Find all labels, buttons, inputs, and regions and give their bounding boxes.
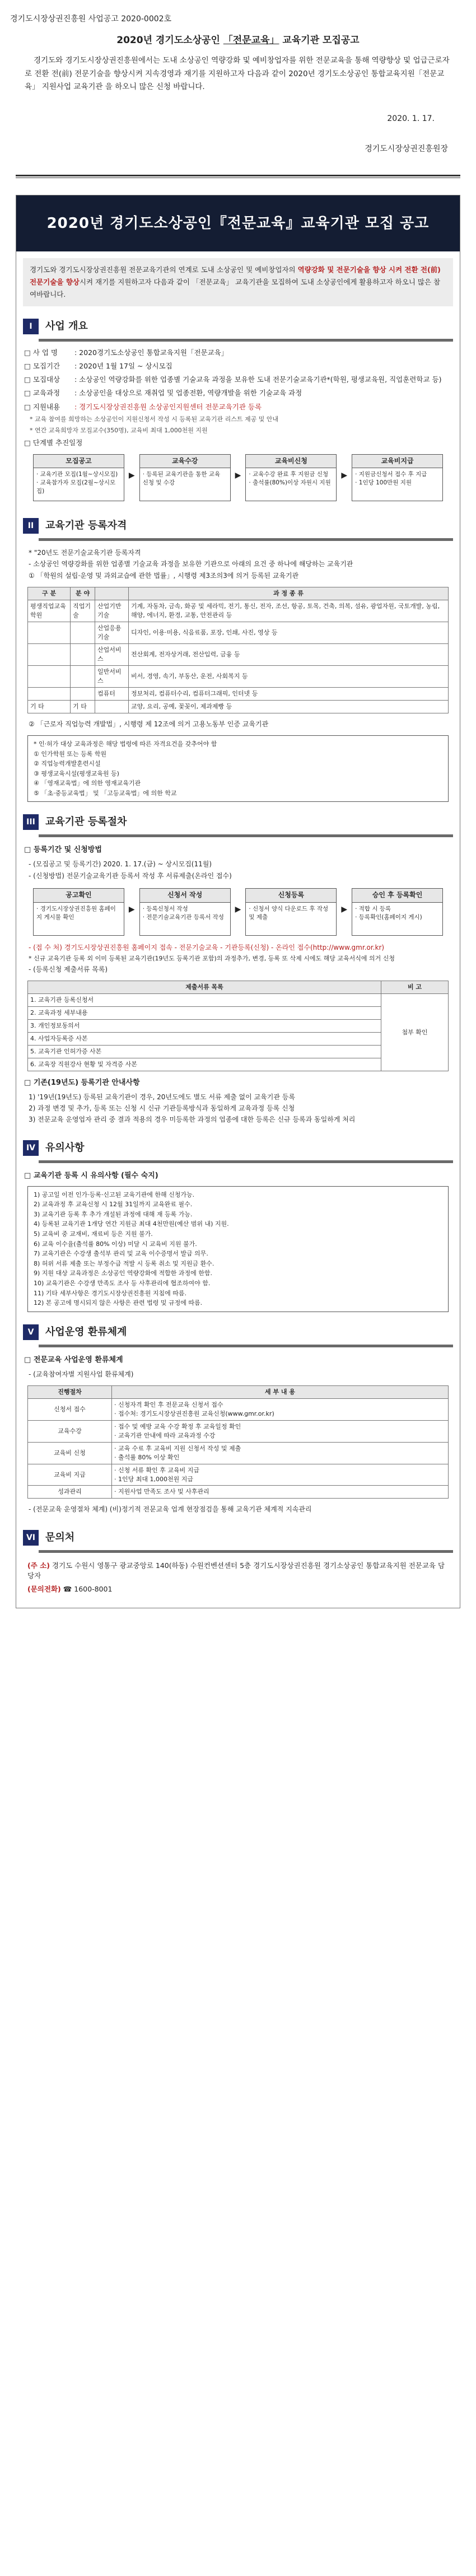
table-cell	[28, 687, 71, 700]
table-row	[28, 687, 449, 700]
table-cell: 산업응용기술	[95, 622, 129, 644]
cautions-box	[27, 1186, 449, 1312]
table-cell: 3. 개인정보동의서	[28, 1020, 381, 1033]
table-cell: · 신청자격 확인 후 전문교육 신청서 접수 · 접수처: 경기도시장상권진흥원 교육신청(www.gmr.or.kr)	[112, 1398, 449, 1420]
section-2-title: 교육기관 등록자격	[45, 520, 127, 531]
procedure-flow	[16, 884, 460, 940]
section-3-head	[23, 814, 453, 830]
caution-item: 10) 교육기관은 수강생 만족도 조사 등 사후관리에 협조하여야 함.	[34, 1279, 211, 1287]
flow-step	[352, 454, 443, 501]
table-cell	[28, 665, 71, 687]
divider-thick	[16, 175, 460, 176]
table-header-cell: 세 부 내 용	[112, 1386, 449, 1399]
table-cell: 산업기반기술	[95, 600, 129, 622]
feedback-heading: □ 전문교육 사업운영 환류체계	[16, 1352, 460, 1367]
table-header-cell: 비 고	[381, 981, 449, 994]
notice-date: 2020. 1. 17.	[387, 114, 435, 123]
overview-key: □ 지원내용	[24, 402, 74, 412]
caution-item: 2) 교육과정 후 교육신청 시 12월 31일까지 교육완료 필수.	[34, 1201, 193, 1208]
flow-label-row	[16, 436, 460, 450]
table-cell: 교육비 신청	[28, 1442, 112, 1464]
flow-step-body: · 경기도시장상권진흥원 홈페이지 게시물 확인	[36, 905, 116, 921]
flow-step	[352, 888, 443, 935]
table-cell: 교양, 요리, 공예, 꽃꽂이, 제과제빵 등	[129, 700, 449, 713]
caution-item: 5) 교육비 중 교재비, 재료비 등은 지원 불가.	[34, 1230, 153, 1238]
online-link[interactable]: - (접 수 처) 경기도시장상권진흥원 홈페이지 접속 - 전문기술교육 - 기관등록(신청) - 온라인 접수(http://www.gmr.or.kr)	[29, 943, 385, 951]
caution-item: 1) 공고일 이전 인가·등록·신고된 교육기관에 한해 신청가능.	[34, 1191, 195, 1198]
feedback-table	[27, 1385, 449, 1499]
flow-step-body: · 신청서 양식 다운로드 후 작성 및 제출	[249, 905, 329, 921]
caution-item: 12) 본 공고에 명시되지 않은 사항은 관련 법령 및 규정에 따름.	[34, 1299, 203, 1307]
section-5-number: V	[23, 1324, 39, 1340]
table-row	[28, 665, 449, 687]
section-3-number: III	[23, 814, 39, 830]
contact-address: 경기도 수원시 영통구 광교중앙로 140(하동) 수원컨벤션센터 5층 경기도시장상권진흥원 경기소상공인 통합교육지원 전문교육 담당자	[27, 1561, 445, 1580]
arrow-right-icon: ▶	[341, 470, 348, 480]
table-cell: 4. 사업자등록증 사본	[28, 1032, 381, 1045]
table-cell: 5. 교육기관 인허가증 사본	[28, 1045, 381, 1058]
table-cell: 1. 교육기관 등록신청서	[28, 994, 381, 1007]
section-1-head	[23, 319, 453, 334]
table-header-row	[28, 1386, 449, 1399]
exist-item: 2) 과정 변경 및 추가, 등록 또는 신청 시 신규 기관등록방식과 동일하게 교육과정 등록 신청	[29, 1104, 295, 1113]
overview-value: : 소상공인을 대상으로 재취업 및 업종전환, 역량개발을 위한 기술교육 과정	[74, 389, 302, 398]
section-6-head	[23, 1530, 453, 1546]
feedback-foot: - (전문교육 운영절차 체계) (비)정기적 전문교육 업계 현장점검을 통해 교육기관 체계적 지속관리	[29, 1505, 312, 1514]
section-3-bar	[39, 834, 453, 837]
table-row	[28, 1398, 449, 1420]
flow-step-title: 교육비신청	[246, 455, 336, 468]
flow-step	[139, 454, 231, 501]
table-cell: 비서, 경영, 속기, 부동산, 운전, 사회복지 등	[129, 665, 449, 687]
overview-value: : 경기도시장상권진흥원 소상공인지원센터 전문교육기관 등록	[74, 402, 262, 411]
exist-heading: □ 기존(19년도) 등록기관 안내사항	[16, 1075, 460, 1090]
caution-item: 11) 기타 세부사항은 경기도시장상권진흥원 지침에 따름.	[34, 1289, 187, 1297]
table-header-row	[28, 981, 449, 994]
intro-text-a: 경기도와 경기도시장상권진흥원 전문교육기관의 연계로 도내 소상공인 및 예비창업자의	[30, 265, 298, 274]
notice-body: 경기도와 경기도시장상권진흥원에서는 도내 소상공인 역량강화 및 예비창업자를 위한 전문교육을 통해 역량향상 및 업급근로자로 전환 전(前) 전문기술을 향상시켜 지속경영과 재기를 지원하고자 다음과 같이 2020년 경기도소상공인 통합교육지원「전문교육」 지원사업 교육기관 을 하오니 많은 신청 바랍니다.	[25, 55, 450, 92]
section-2-head	[23, 518, 453, 534]
feedback-sub: - (교육참여자별 지원사업 환류체계)	[29, 1370, 134, 1378]
section-5-bar	[39, 1345, 453, 1347]
table-row	[28, 1420, 449, 1442]
poster	[16, 195, 460, 1608]
flow-step-title: 신청서 작성	[140, 889, 230, 902]
caution-item: 6) 교육 이수율(출석률 80% 이상) 미달 시 교육비 지원 불가.	[34, 1240, 197, 1248]
quals-item: - 소상공인 역량강화를 위한 업종별 기술교육 과정을 보유한 기관으로 아래의 요건 중 하나에 해당하는 교육기관	[29, 560, 353, 568]
overview-row	[16, 360, 460, 373]
table-header-cell: 제출서류 목록	[28, 981, 381, 994]
caution-item: 9) 지원 대상 교육과정은 소상공인 역량강화에 적합한 과정에 한함.	[34, 1270, 213, 1277]
table-cell: 2. 교육과정 세부내용	[28, 1007, 381, 1020]
flow-step	[245, 454, 337, 501]
quals-item: ② 「근로자 직업능력 개발법」, 시행령 제 12조에 의거 고용노동부 인증 교육기관	[29, 720, 269, 728]
table-header-cell: 분 야	[71, 587, 95, 600]
flow-step-title: 승인 후 등록확인	[352, 889, 442, 902]
exist-list	[16, 1090, 460, 1128]
flow-step-body: · 적합 시 등록 · 등록확인(홈페이지 게시)	[355, 905, 422, 921]
table-cell: · 접수 및 예방 교육 수강 확정 후 교육일정 확인 · 교육기관 안내에 따라 교육과정 수강	[112, 1420, 449, 1442]
table-header-cell: 과 정 종 류	[129, 587, 449, 600]
table-row	[28, 1486, 449, 1499]
table-row	[28, 600, 449, 622]
quals-item: ① 「학원의 설립·운영 및 과외교습에 관한 법률」, 시행령 제3조의3에 의거 등록된 교육기관	[29, 571, 299, 580]
table-row	[28, 1442, 449, 1464]
flow-step-title: 교육비지급	[352, 455, 442, 468]
section-1-number: I	[23, 319, 39, 334]
overview-row	[16, 346, 460, 360]
section-2-bar	[39, 538, 453, 541]
feedback-sub-list	[16, 1367, 460, 1382]
exist-item: 1) '19년(19년도) 등록된 교육기관이 경우, 20년도에도 별도 서류 제출 없이 교육기관 등록	[29, 1093, 295, 1101]
flow-step-title: 모집공고	[34, 455, 124, 468]
exist-item: 3) 전문교육 운영업자 관리 중 결과 적용의 경우 미등록한 과정의 업종에 대한 등록은 신규 등록과 동일하게 처리	[29, 1116, 356, 1124]
table-cell: 첨부 확인	[381, 994, 449, 1071]
notice-title-pre: 2020년 경기도소상공인	[116, 35, 220, 46]
overview-note: * 연간 교육희망자 모집교수(350명), 교육비 최대 1,000천원 지원	[30, 426, 208, 434]
section-4-bar	[39, 1160, 453, 1163]
contact-block	[16, 1557, 460, 1598]
table-row	[28, 1464, 449, 1486]
table-row	[28, 700, 449, 713]
table-cell: 6. 교육장 직원강사 현황 및 자격증 사본	[28, 1058, 381, 1071]
table-header-cell	[95, 587, 129, 600]
contact-address-key: (주 소)	[27, 1561, 50, 1570]
flow-step	[33, 454, 124, 501]
table-cell	[71, 687, 95, 700]
quals-box: * 인·허가 대상 교육과정은 해당 법령에 따른 자격요건을 갖추어야 함 ① 인가학원 또는 등록 학원 ② 직업능력개발훈련시설 ③ 평생교육시설(평생교육원 등) ④ 「영재교육법」에 의한 영재교육기관 ⑤ 「초·중등교육법」 및 「고등교육법」에 의한 학교	[27, 735, 449, 802]
section-1-title: 사업 개요	[45, 320, 88, 332]
flow-step-body: · 등록신청서 작성 · 전문기술교육기관 등록서 작성	[142, 905, 224, 921]
doc-number: 경기도시장상권진흥원 사업공고 2020-0002호	[10, 15, 172, 24]
flow-step-body: · 교육기관 모집(1월~상시모집) · 교육참가자 모집(2월~상시모집)	[36, 471, 118, 495]
table-cell: 정보처리, 컴퓨터수리, 컴퓨터그래픽, 인터넷 등	[129, 687, 449, 700]
table-cell	[71, 665, 95, 687]
arrow-right-icon: ▶	[128, 470, 135, 480]
contact-tel-key: (문의전화)	[27, 1585, 61, 1594]
quals-list	[16, 545, 460, 584]
feedback-foot-list	[16, 1502, 460, 1517]
procedure-period: - (모집공고 및 등록기간) 2020. 1. 17.(금) ~ 상시모집(11월)	[29, 860, 212, 869]
cautions-heading: □ 교육기관 등록 시 유의사항 (필수 숙지)	[16, 1168, 460, 1183]
period-heading: □ 등록기간 및 신청방법	[16, 842, 460, 857]
docs-table	[27, 981, 449, 1071]
online-list	[16, 940, 460, 978]
flow-step-body: · 지원금신청서 접수 후 지급 · 1인당 100만원 지원	[355, 471, 427, 487]
table-cell: 디자인, 이용·미용, 식음료품, 포장, 인쇄, 사진, 영상 등	[129, 622, 449, 644]
flow-step-title: 교육수강	[140, 455, 230, 468]
arrow-right-icon: ▶	[341, 905, 348, 914]
table-cell	[71, 622, 95, 644]
section-3-title: 교육기관 등록절차	[45, 816, 127, 828]
online-note: * 신규 교육기관 등록 외 이미 등록된 교육기관(19년도 등록기관 포함)의 과정추가, 변경, 등록 또 삭제 시에도 해당 교육서식에 의거 신청	[29, 954, 395, 962]
flow-step-body: · 등록된 교육기관을 통한 교육 신청 및 수강	[142, 471, 221, 487]
intro-text-emph: 역량강화 및 전문기술을 향상 시켜 전환 전(前) 전문기술을 향상	[30, 265, 441, 287]
table-cell	[28, 622, 71, 644]
overview-row	[16, 373, 460, 386]
table-cell: · 지원사업 만족도 조사 및 사후관리	[112, 1486, 449, 1499]
quals-lead: * "20년도 전문기술교육기관 등록자격	[29, 549, 141, 557]
section-4-head	[23, 1140, 453, 1156]
caution-item: 3) 교육기관 등록 후 추가 개설된 과정에 대해 재 등록 가능.	[34, 1210, 193, 1218]
notice-title-post: 교육기관 모집공고	[282, 35, 360, 46]
poster-banner	[16, 195, 460, 251]
table-cell	[28, 643, 71, 665]
table-cell: · 교육 수료 후 교육비 지원 신청서 작성 및 제출 · 출석률 80% 이상 확인	[112, 1442, 449, 1464]
table-cell: 기 타	[28, 700, 71, 713]
poster-banner-title: 2020년 경기도소상공인『전문교육』교육기관 모집 공고	[46, 214, 430, 232]
overview-key: □ 사 업 명	[24, 348, 74, 358]
section-6-number: VI	[23, 1530, 39, 1546]
flow-label: □ 단계별 추진일정	[24, 438, 82, 448]
intro-text-b: 시켜 재기를 지원하고자 다음과 같이 「전문교육」 교육기관을 모집하여 도내 소상공인에게 활용하고자 하오니 많은 참여바랍니다.	[30, 278, 441, 299]
section-4-title: 유의사항	[45, 1141, 85, 1154]
flow-step-title: 신청등록	[246, 889, 336, 902]
notice-title-emph: 「전문교육」	[223, 35, 279, 46]
table-header-cell: 구 분	[28, 587, 71, 600]
flow-step-body: · 교육수강 완료 후 지원금 신청 · 출석률(80%)이상 자원시 지원	[249, 471, 331, 487]
quals-table	[27, 587, 449, 713]
contact-tel-row	[27, 1584, 449, 1594]
quals-list-2	[16, 717, 460, 732]
table-cell: 기계, 자동차, 금속, 화공 및 세라믹, 전기, 통신, 전자, 조선, 항공, 토목, 건축, 의복, 섬유, 광업자원, 국토개발, 농림, 해양, 에너지, 환경, 교통, 안전관리 등	[129, 600, 449, 622]
table-cell: 일반서비스	[95, 665, 129, 687]
contact-address-row	[27, 1561, 449, 1581]
table-cell	[71, 643, 95, 665]
caution-item: 4) 등록된 교육기관 1개당 연간 지원금 최대 4천만원(예산 범위 내) 지원.	[34, 1220, 229, 1228]
procedure-method: - (신청방법) 전문기술교육기관 등록서 작성 후 서류제출(온라인 접수)	[29, 871, 232, 880]
overview-value: : 소상공인 역량강화를 위한 업종별 기술교육 과정을 보유한 도내 전문기술교육기관*(학원, 평생교육원, 직업훈련학교 등)	[74, 375, 442, 384]
overview-row	[16, 400, 460, 414]
section-5-head	[23, 1324, 453, 1340]
arrow-right-icon: ▶	[235, 470, 241, 480]
caution-item: 7) 교육기관은 수강생 출석부 관리 및 교육 이수증명서 발급 의무.	[34, 1250, 208, 1258]
overview-note: * 교육 참여를 희망하는 소상공인이 지원신청서 작성 시 등록된 교육기관 리스트 제공 및 안내	[30, 415, 279, 423]
schedule-flow	[16, 450, 460, 506]
table-cell: 성과관리	[28, 1486, 112, 1499]
section-1-bar	[39, 339, 453, 342]
overview-value: : 2020경기도소상공인 통합교육지원「전문교육」	[74, 348, 228, 357]
intro-box	[23, 258, 453, 306]
table-cell: 교육비 지급	[28, 1464, 112, 1486]
table-cell: 평생직업교육학원	[28, 600, 71, 622]
docs-lead: - (등록신청 제출서류 목록)	[29, 965, 108, 973]
table-cell: 산업서비스	[95, 643, 129, 665]
flow-step	[245, 888, 337, 935]
flow-step	[139, 888, 231, 935]
section-6-bar	[39, 1550, 453, 1553]
overview-key: □ 모집대상	[24, 375, 74, 385]
section-6-title: 문의처	[45, 1531, 75, 1543]
section-4-number: IV	[23, 1140, 39, 1156]
flow-step-title: 공고확인	[34, 889, 124, 902]
table-cell	[95, 700, 129, 713]
caution-item: 8) 허위 서류 제출 또는 부정수급 적발 시 등록 취소 및 지원금 환수.	[34, 1259, 214, 1267]
table-row	[28, 643, 449, 665]
section-5-title: 사업운영 환류체계	[45, 1326, 127, 1338]
table-row	[28, 994, 449, 1007]
notice-title	[8, 34, 468, 48]
overview-key: □ 교육과정	[24, 388, 74, 398]
contact-tel[interactable]: ☎ 1600-8001	[63, 1585, 113, 1594]
table-cell: 신청서 접수	[28, 1398, 112, 1420]
table-row	[28, 622, 449, 644]
arrow-right-icon: ▶	[235, 905, 241, 914]
table-header-row	[28, 587, 449, 600]
table-cell: 기 타	[71, 700, 95, 713]
procedure-list	[16, 857, 460, 884]
flow-step	[33, 888, 124, 935]
notice-org: 경기도시장상권진흥원장	[365, 144, 448, 154]
overview-key: □ 모집기간	[24, 361, 74, 371]
table-cell: 교육수강	[28, 1420, 112, 1442]
table-cell: 직업기술	[71, 600, 95, 622]
table-cell: 컴퓨터	[95, 687, 129, 700]
overview-list	[16, 346, 460, 414]
arrow-right-icon: ▶	[128, 905, 135, 914]
table-cell: 전산회계, 전자상거래, 전산입력, 금융 등	[129, 643, 449, 665]
table-cell: · 신청 서류 확인 후 교육비 지급 · 1인당 최대 1,000천원 지급	[112, 1464, 449, 1486]
overview-value: : 2020년 1월 17일 ~ 상시모집	[74, 362, 172, 371]
section-2-number: II	[23, 518, 39, 534]
overview-row	[16, 386, 460, 400]
table-header-cell: 진행절차	[28, 1386, 112, 1399]
